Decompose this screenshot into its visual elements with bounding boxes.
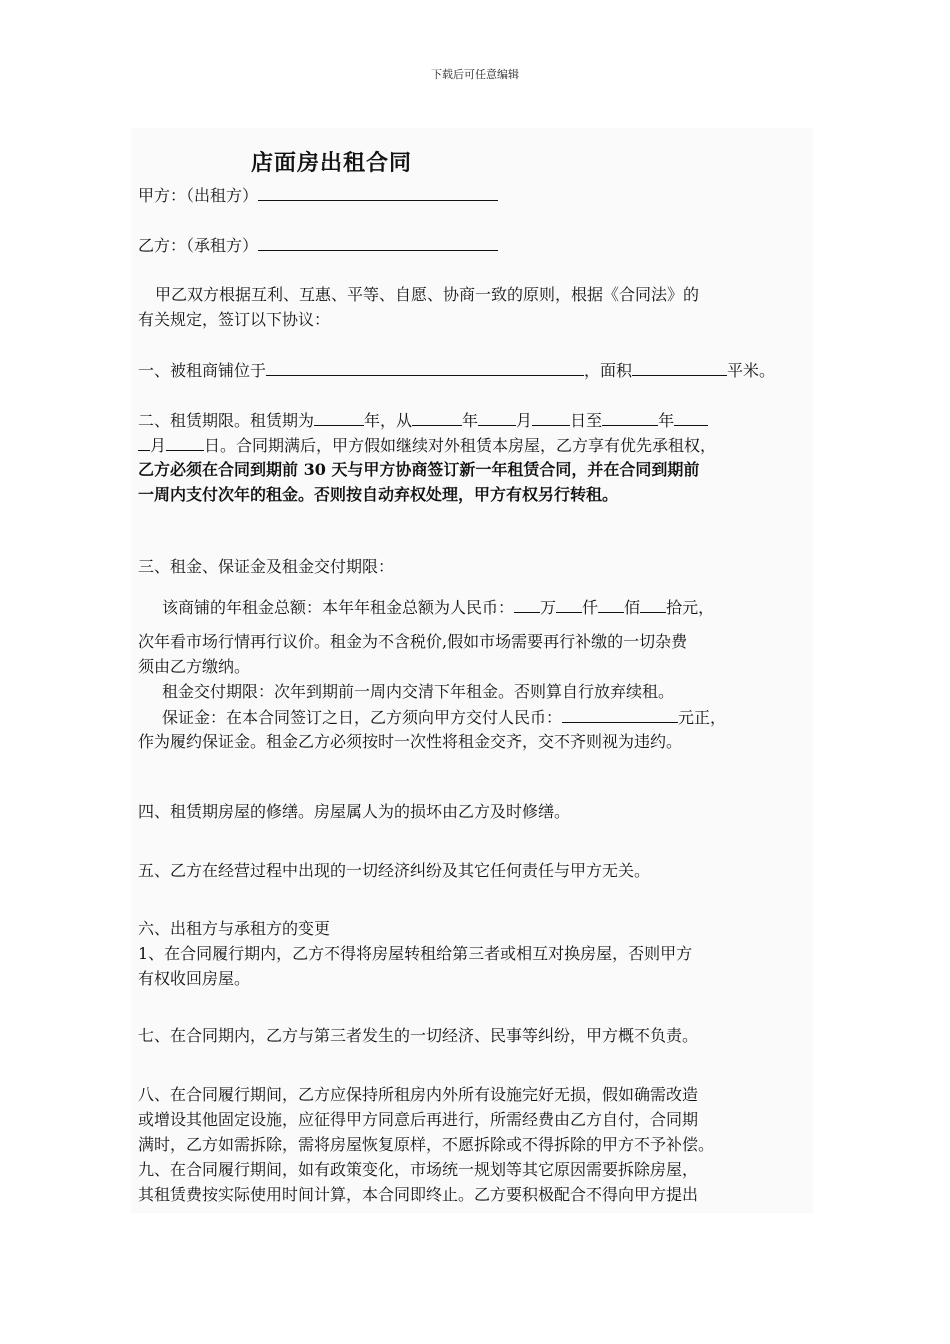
- section-6-line-1: 1、在合同履行期内，乙方不得将房屋转租给第三者或相互对换房屋，否则甲方: [138, 944, 693, 963]
- location-blank[interactable]: [266, 358, 584, 376]
- section-5: 五、乙方在经营过程中出现的一切经济纠纷及其它任何责任与甲方无关。: [138, 861, 651, 880]
- section-8-line-3: 满时，乙方如需拆除，需将房屋恢复原样，不愿拆除或不得拆除的甲方不予补偿。: [138, 1135, 715, 1154]
- section-2-line-2: [138, 433, 813, 458]
- intro-line-1: 甲乙双方根据互利、互惠、平等、自愿、协商一致的原则，根据《合同法》的: [155, 285, 700, 304]
- rent-wan: 万: [540, 598, 557, 617]
- section-7: 七、在合同期内，乙方与第三者发生的一切经济、民事等纠纷，甲方概不负责。: [138, 1026, 699, 1045]
- s2-month: 月: [516, 411, 533, 430]
- end-month-blank-part1[interactable]: [674, 408, 708, 426]
- party-a-line: [138, 183, 813, 208]
- deposit-unit: 元正，: [678, 708, 727, 727]
- rent-wan-blank[interactable]: [514, 595, 540, 613]
- section-2-bold-2: 一周内支付次年的租金。否则按自动弃权处理，甲方有权另行转租。: [138, 485, 619, 504]
- rent-shi-blank[interactable]: [640, 595, 666, 613]
- section-3-rent-line-2: 次年看市场行情再行议价。租金为不含税价,假如市场需要再行补缴的一切杂费: [138, 632, 688, 651]
- section-9-line-1: 九、在合同履行期间，如有政策变化，市场统一规划等其它原因需要拆除房屋，: [138, 1160, 699, 1179]
- section-6-heading: 六、出租方与承租方的变更: [138, 919, 331, 938]
- section-3-rent-line-3: 须由乙方缴纳。: [138, 657, 251, 676]
- contract-document: [131, 128, 813, 1213]
- s2-year: 年: [462, 411, 479, 430]
- section-6-line-2: 有权收回房屋。: [138, 969, 251, 988]
- party-b-label: 乙方：（承租方）: [138, 236, 259, 255]
- s2-renewal-text: 日。合同期满后，甲方假如继续对外租赁本房屋，乙方享有优先承租权，: [204, 436, 717, 455]
- section-3-heading: 三、租金、保证金及租金交付期限：: [138, 557, 395, 576]
- end-year-blank[interactable]: [602, 408, 658, 426]
- rent-bai-blank[interactable]: [598, 595, 624, 613]
- section-8-line-1: 八、在合同履行期间，乙方应保持所租房内外所有设施完好无损，假如确需改造: [138, 1085, 699, 1104]
- section-3-pay-line: 租金交付期限：次年到期前一周内交清下年租金。否则算自行放弃续租。: [162, 682, 675, 701]
- party-a-blank[interactable]: [258, 183, 498, 201]
- start-month-blank[interactable]: [478, 408, 516, 426]
- s1-label: 一、被租商铺位于: [138, 361, 267, 380]
- party-b-line: [138, 233, 813, 258]
- section-4: 四、租赁期房屋的修缮。房屋属人为的损坏由乙方及时修缮。: [138, 802, 571, 821]
- rent-bai: 佰: [624, 598, 641, 617]
- rent-shi: 拾元，: [666, 598, 715, 617]
- section-2-bold-1: 乙方必须在合同到期前 30 天与甲方协商签订新一年租赁合同，并在合同到期前: [138, 460, 700, 479]
- s2-to: 日至: [570, 411, 603, 430]
- rent-qian: 仟: [582, 598, 599, 617]
- rent-label: 该商铺的年租金总额：本年年租金总额为人民币：: [162, 598, 515, 617]
- deposit-label: 保证金：在本合同签订之日，乙方须向甲方交付人民币：: [162, 708, 563, 727]
- end-day-blank[interactable]: [166, 433, 204, 451]
- s1-unit: 平米。: [727, 361, 776, 380]
- section-3-deposit-line-2: 作为履约保证金。租金乙方必须按时一次性将租金交齐，交不齐则视为违约。: [138, 732, 683, 751]
- s2-end-month: 月: [150, 436, 167, 455]
- s2-label: 二、租赁期限。租赁期为: [138, 411, 315, 430]
- start-day-blank[interactable]: [532, 408, 570, 426]
- header-note: 下载后可任意编辑: [431, 68, 519, 81]
- intro-line-2: 有关规定，签订以下协议：: [138, 310, 331, 329]
- s1-area-label: ，面积: [584, 361, 633, 380]
- section-9-line-2: 其租赁费按实际使用时间计算，本合同即终止。乙方要积极配合不得向甲方提出: [138, 1185, 699, 1204]
- section-8-line-2: 或增设其他固定设施，应征得甲方同意后再进行，所需经费由乙方自付，合同期: [138, 1110, 699, 1129]
- s2-from: 年，从: [364, 411, 413, 430]
- end-month-blank-part2[interactable]: [138, 433, 150, 451]
- s2-end-year: 年: [658, 411, 675, 430]
- rent-qian-blank[interactable]: [556, 595, 582, 613]
- section-3-rent-line: [138, 595, 813, 620]
- section-1-location: [138, 358, 813, 383]
- area-blank[interactable]: [632, 358, 727, 376]
- section-2-line-1: [138, 408, 813, 433]
- party-b-blank[interactable]: [258, 233, 498, 251]
- term-years-blank[interactable]: [314, 408, 364, 426]
- section-3-deposit-line: [138, 705, 813, 730]
- party-a-label: 甲方：（出租方）: [138, 186, 259, 205]
- start-year-blank[interactable]: [412, 408, 462, 426]
- contract-title: 店面房出租合同: [251, 150, 413, 176]
- deposit-amount-blank[interactable]: [562, 705, 678, 723]
